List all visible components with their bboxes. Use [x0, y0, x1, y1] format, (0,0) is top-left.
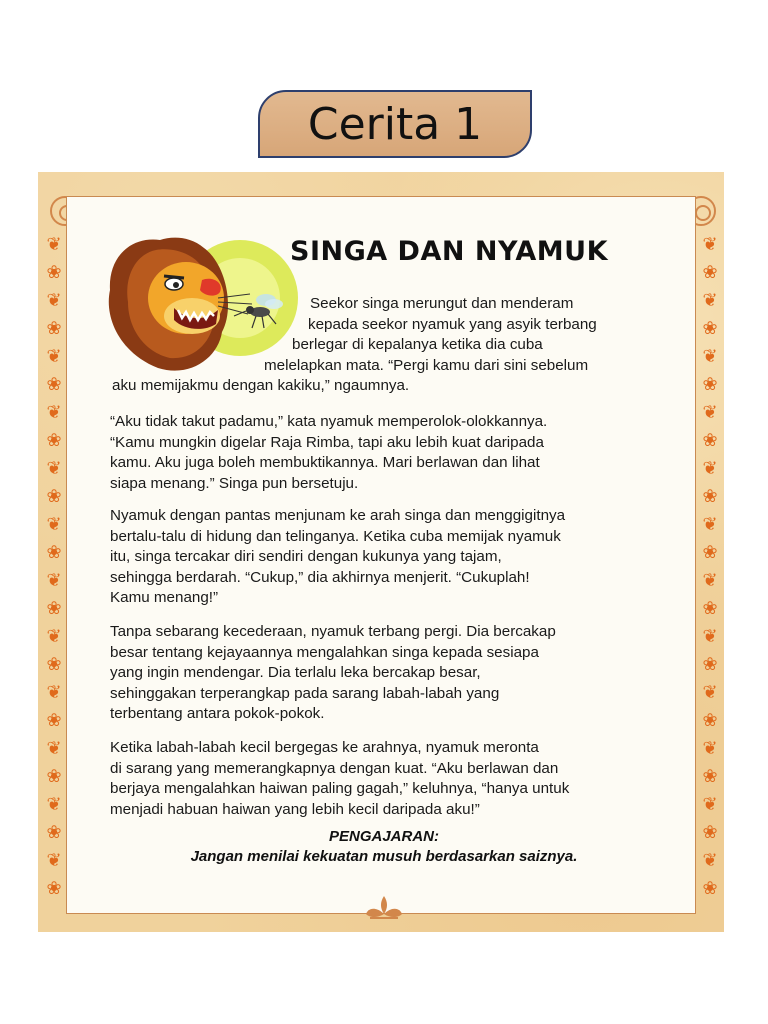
paragraph-3 [110, 506, 660, 609]
paragraph-3-line-5: Kamu menang!” [110, 589, 219, 606]
lesson-heading: PENGAJARAN: [328, 828, 439, 845]
lesson-text: Jangan menilai kekuatan musuh berdasarkan saiznya. [190, 848, 578, 865]
right-vine-border: ❦ ❀ ❦ ❀ ❦ ❀ ❦ ❀ ❦ ❀ ❦ ❀ ❦ ❀ ❦ ❀ ❦ ❀ ❦ ❀ ❦ ❀ ❦ ❀ [702, 234, 718, 898]
story-title: SINGA DAN NYAMUK [290, 236, 609, 267]
paragraph-3-line-1: Nyamuk dengan pantas menjunam ke arah singa dan menggigitnya [110, 507, 566, 524]
bottom-ornament [362, 894, 406, 922]
paragraph-1-line-3: berlegar di kepalanya ketika dia cuba [292, 336, 543, 353]
title-tab [258, 90, 532, 158]
paragraph-1-line-4: melelapkan mata. “Pergi kamu dari sini sebelum [264, 356, 589, 374]
paragraph-4-line-4: sehinggakan terperangkap pada sarang labah-labah yang [110, 684, 500, 702]
paragraph-1-line-5: aku memijakmu dengan kakiku,” ngaumnya. [112, 377, 410, 394]
paragraph-2-line-4: siapa menang.” Singa pun bersetuju. [110, 474, 359, 492]
paragraph-1 [112, 294, 652, 397]
paragraph-5-line-4: menjadi habuan haiwan yang lebih kecil daripada aku!” [110, 800, 480, 818]
paragraph-3-line-2: bertalu-talu di hidung dan telinganya. Ketika cuba memijak nyamuk [110, 527, 561, 545]
paragraph-2-line-3: kamu. Aku juga boleh membuktikannya. Mari berlawan dan lihat [110, 454, 540, 471]
paragraph-5 [110, 738, 660, 820]
paragraph-4-line-1: Tanpa sebarang kecederaan, nyamuk terbang pergi. Dia bercakap [110, 623, 556, 640]
paragraph-2-line-1: “Aku tidak takut padamu,” kata nyamuk memperolok-olokkannya. [110, 413, 548, 430]
paragraph-5-line-3: berjaya mengalahkan haiwan paling gagah,” keluhnya, “hanya untuk [110, 780, 570, 797]
paragraph-4-line-5: terbentang antara pokok-pokok. [110, 705, 325, 722]
paragraph-5-line-2: di sarang yang memerangkapnya dengan kuat. “Aku berlawan dan [110, 759, 559, 777]
tab-title: Cerita 1 [307, 98, 483, 150]
paragraph-1-line-1: Seekor singa merungut dan menderam [310, 295, 574, 312]
paragraph-5-line-1: Ketika labah-labah kecil bergegas ke arahnya, nyamuk meronta [110, 739, 539, 756]
paragraph-1-line-2: kepada seekor nyamuk yang asyik terbang [308, 315, 597, 333]
paragraph-4-line-2: besar tentang kejayaannya mengalahkan singa kepada sesiapa [110, 643, 539, 661]
left-vine-border: ❦ ❀ ❦ ❀ ❦ ❀ ❦ ❀ ❦ ❀ ❦ ❀ ❦ ❀ ❦ ❀ ❦ ❀ ❦ ❀ ❦ ❀ ❦ ❀ [46, 234, 62, 898]
paragraph-2-line-2: “Kamu mungkin digelar Raja Rimba, tapi aku lebih kuat daripada [110, 433, 544, 451]
paragraph-3-line-3: itu, singa tercakar diri sendiri dengan kukunya yang tajam, [110, 548, 502, 565]
paragraph-4 [110, 622, 660, 725]
paragraph-2 [110, 412, 660, 494]
paragraph-3-line-4: sehingga berdarah. “Cukup,” dia akhirnya menjerit. “Cukuplah! [110, 568, 530, 586]
paragraph-4-line-3: yang ingin mendengar. Dia terlalu leka bercakap besar, [110, 664, 481, 681]
